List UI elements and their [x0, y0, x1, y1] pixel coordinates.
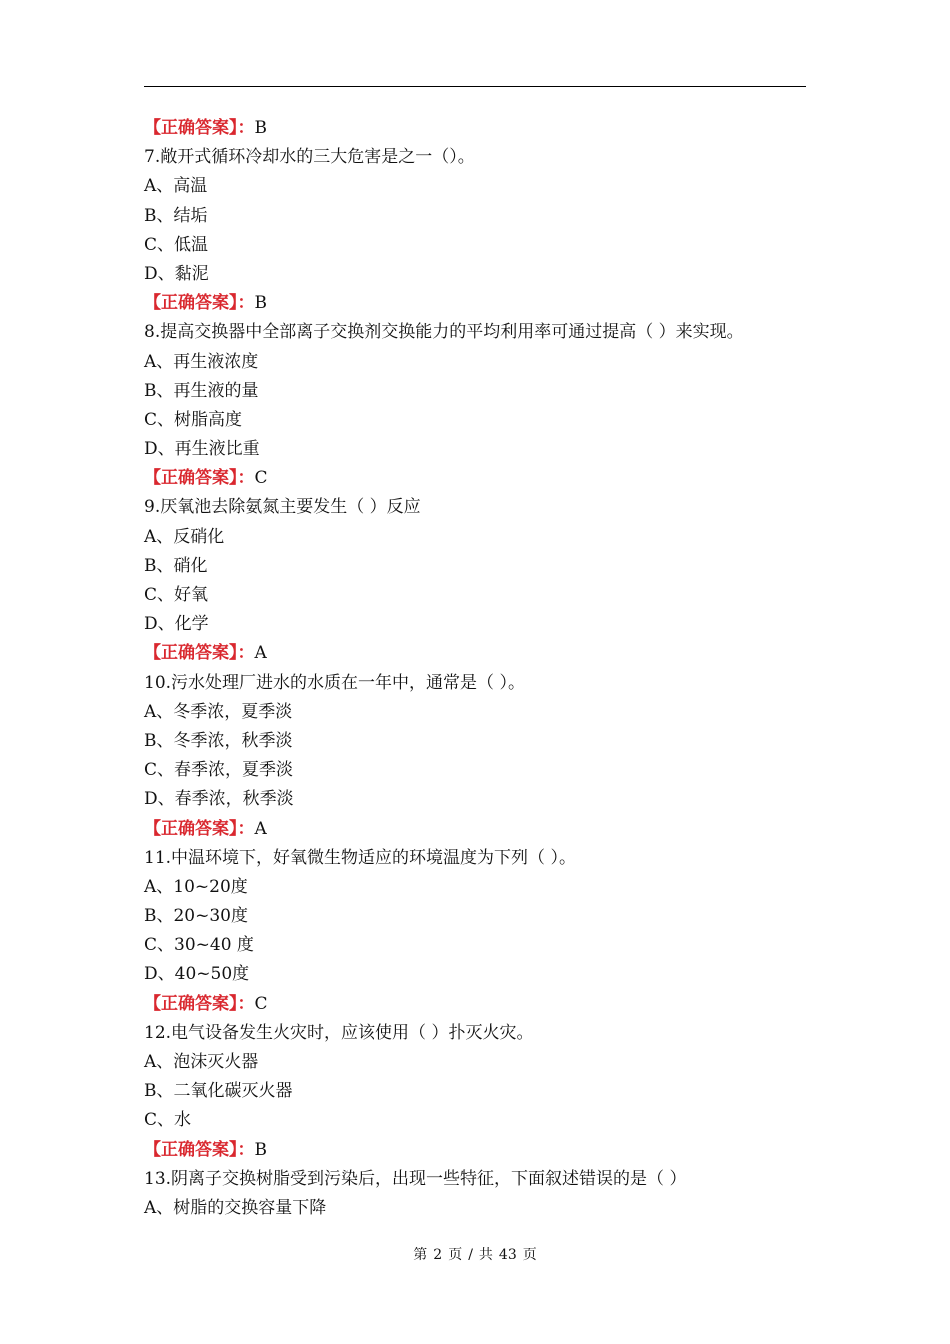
footer-total-prefix: 共	[478, 1247, 493, 1263]
option-text: A、冬季浓，夏季淡	[144, 701, 293, 722]
option-text: A、高温	[144, 176, 208, 197]
option-text: B、硝化	[144, 555, 208, 576]
option-text: C、水	[144, 1110, 192, 1131]
answer-value: A	[254, 818, 267, 839]
answer-label: 【正确答案】：	[144, 818, 255, 839]
option-text: A、反硝化	[144, 526, 225, 547]
option-text: A、再生液浓度	[144, 351, 259, 372]
answer-line	[144, 815, 824, 844]
option-text: B、结垢	[144, 205, 208, 226]
option-text: D、黏泥	[144, 263, 209, 284]
answer-label: 【正确答案】：	[144, 1139, 255, 1160]
answer-label: 【正确答案】：	[144, 993, 255, 1014]
answer-line	[144, 289, 824, 318]
footer-page-number: 2	[433, 1247, 443, 1263]
option-text: D、再生液比重	[144, 439, 260, 460]
answer-label: 【正确答案】：	[144, 643, 255, 664]
option-text: B、再生液的量	[144, 380, 259, 401]
option-text: C、低温	[144, 234, 209, 255]
header-rule	[144, 86, 806, 87]
option-text: B、冬季浓，秋季淡	[144, 730, 293, 751]
document-body	[144, 114, 824, 1223]
answer-value: B	[254, 1139, 267, 1160]
answer-value: B	[254, 118, 267, 138]
answer-line	[144, 464, 824, 493]
option-text: A、10~20度	[144, 876, 248, 897]
footer-total-pages: 43	[498, 1247, 517, 1263]
footer-page-prefix: 第	[413, 1247, 428, 1263]
question-text: 11.中温环境下，好氧微生物适应的环境温度为下列（ ）。	[144, 847, 576, 868]
footer-separator: /	[468, 1247, 473, 1263]
option-text: B、二氧化碳灭火器	[144, 1081, 293, 1102]
question-text: 8.提高交换器中全部离子交换剂交换能力的平均利用率可通过提高（ ）来实现。	[144, 322, 744, 343]
question-text: 13.阴离子交换树脂受到污染后，出现一些特征，下面叙述错误的是（ ）	[144, 1168, 687, 1189]
option-text: A、树脂的交换容量下降	[144, 1197, 327, 1218]
footer-page-unit: 页	[448, 1247, 463, 1263]
question-text: 7.敞开式循环冷却水的三大危害是之一（）。	[144, 147, 475, 168]
question-text: 10.污水处理厂进水的水质在一年中，通常是（ ）。	[144, 672, 525, 693]
page-footer	[0, 1244, 950, 1264]
option-text: C、树脂高度	[144, 409, 243, 430]
answer-value: B	[254, 293, 267, 314]
answer-label: 【正确答案】：	[144, 468, 255, 489]
answer-label: 【正确答案】：	[144, 293, 255, 314]
question-text: 9.厌氧池去除氨氮主要发生（ ）反应	[144, 497, 421, 518]
option-text: C、春季浓，夏季淡	[144, 760, 294, 781]
answer-line	[144, 1136, 824, 1165]
answer-value: C	[254, 468, 268, 489]
option-text: D、40~50度	[144, 964, 250, 985]
footer-total-unit: 页	[522, 1247, 537, 1263]
answer-value: C	[254, 993, 268, 1014]
answer-value: A	[254, 643, 267, 664]
answer-line	[144, 114, 824, 143]
answer-line	[144, 639, 824, 668]
option-text: C、好氧	[144, 585, 209, 605]
answer-line	[144, 990, 824, 1019]
answer-label: 【正确答案】：	[144, 118, 255, 138]
option-text: B、20~30度	[144, 906, 249, 927]
option-text: A、泡沫灭火器	[144, 1052, 259, 1072]
option-text: D、春季浓，秋季淡	[144, 789, 294, 810]
option-text: C、30~40 度	[144, 935, 254, 956]
question-text: 12.电气设备发生火灾时，应该使用（ ）扑灭火灾。	[144, 1022, 534, 1043]
option-text: D、化学	[144, 614, 209, 635]
